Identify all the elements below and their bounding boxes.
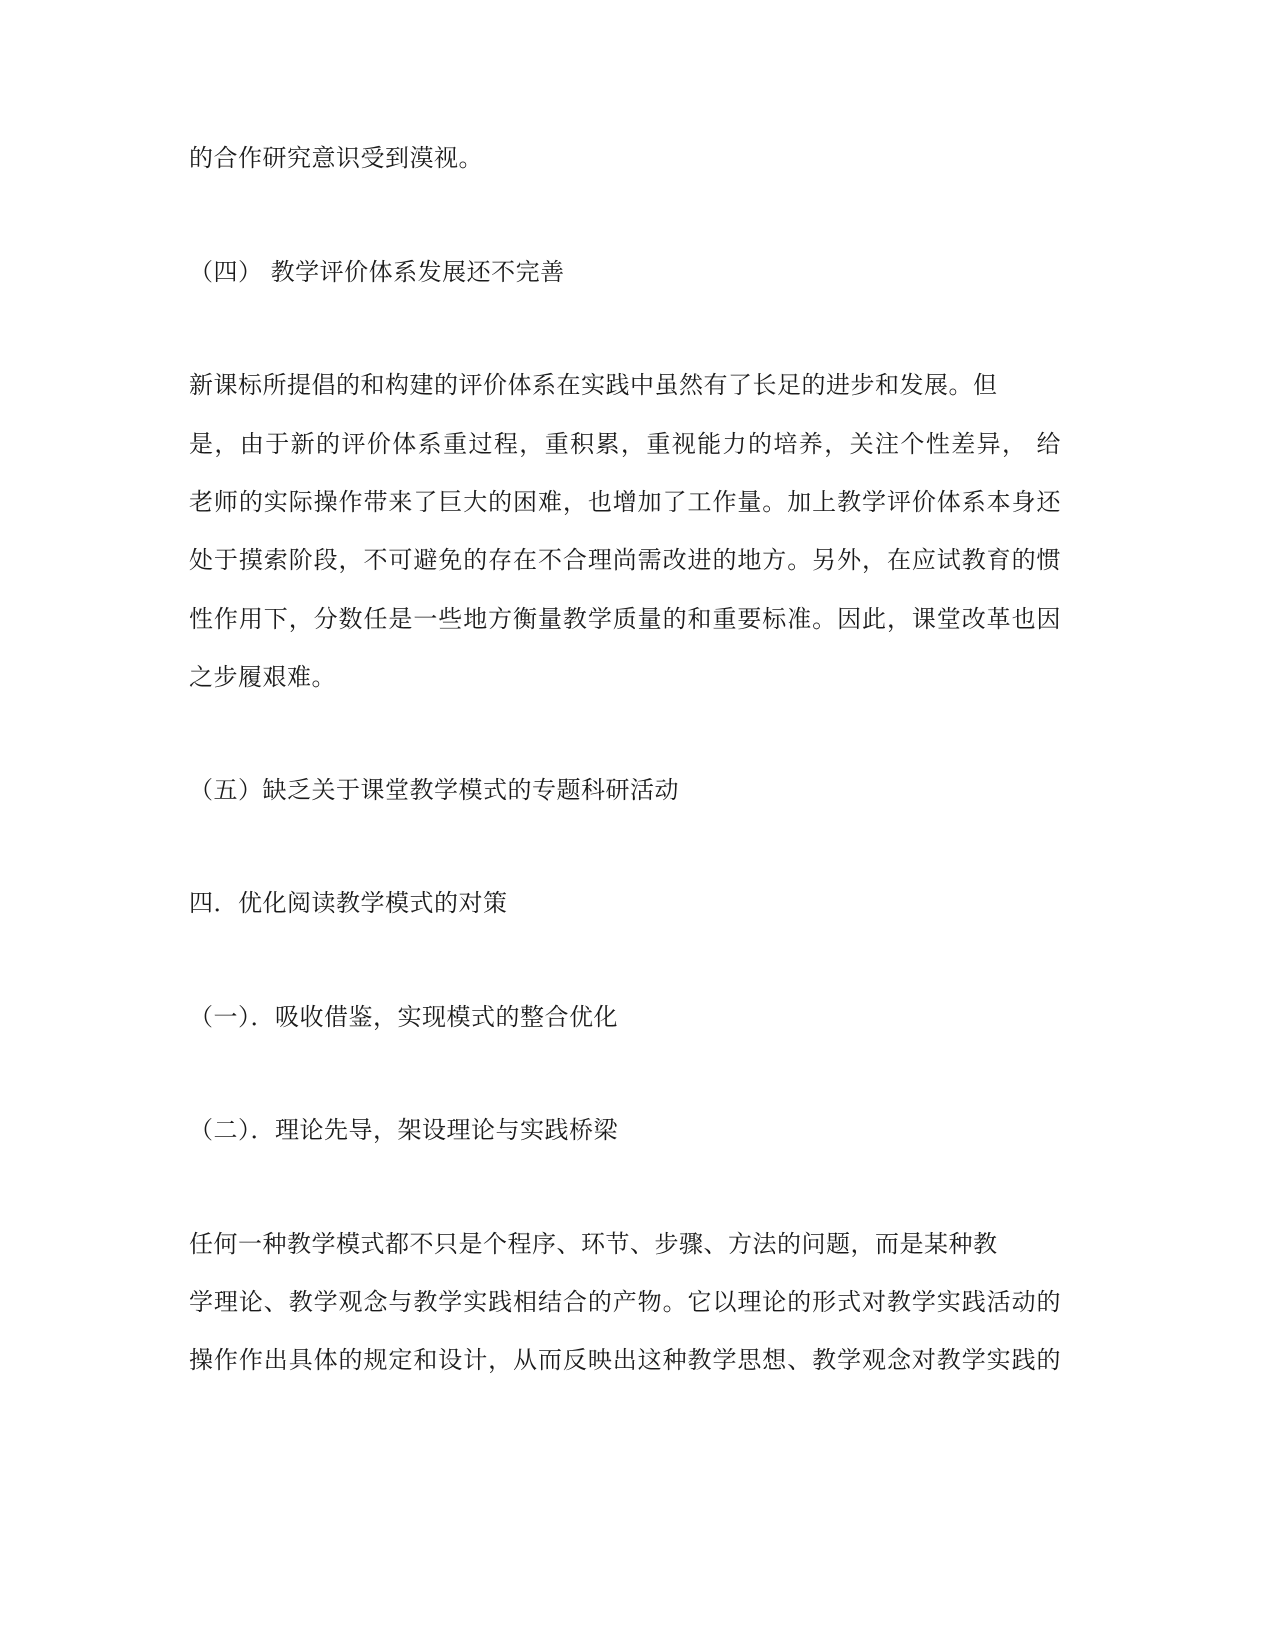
subsection-heading-2: （二）．理论先导，架设理论与实践桥梁: [189, 1116, 618, 1144]
paragraph-line: 的合作研究意识受到漠视。: [189, 144, 483, 172]
subsection-heading-1: （一）．吸收借鉴，实现模式的整合优化: [189, 1003, 618, 1031]
section-heading-4: （四） 教学评价体系发展还不完善: [189, 258, 565, 286]
paragraph-line: 性作用下，分数任是一些地方衡量教学质量的和重要标准。因此，课堂改革也因: [189, 605, 1061, 633]
paragraph-line: 新课标所提倡的和构建的评价体系在实践中虽然有了长足的进步和发展。但: [189, 371, 998, 399]
paragraph-line: 学理论、教学观念与教学实践相结合的产物。它以理论的形式对教学实践活动的: [189, 1288, 1061, 1316]
paragraph-line: 任何一种教学模式都不只是个程序、环节、步骤、方法的问题，而是某种教: [189, 1230, 998, 1258]
paragraph-line: 之步履艰难。: [189, 663, 336, 691]
paragraph-line: 处于摸索阶段，不可避免的存在不合理尚需改进的地方。另外，在应试教育的惯: [189, 546, 1061, 574]
paragraph-line: 操作作出具体的规定和设计，从而反映出这种教学思想、教学观念对教学实践的: [189, 1346, 1061, 1374]
paragraph-line: 是，由于新的评价体系重过程，重积累，重视能力的培养，关注个性差异， 给: [189, 430, 1061, 458]
chapter-heading: 四．优化阅读教学模式的对策: [189, 889, 508, 917]
paragraph-line: 老师的实际操作带来了巨大的困难，也增加了工作量。加上教学评价体系本身还: [189, 488, 1061, 516]
section-heading-5: （五）缺乏关于课堂教学模式的专题科研活动: [189, 776, 679, 804]
